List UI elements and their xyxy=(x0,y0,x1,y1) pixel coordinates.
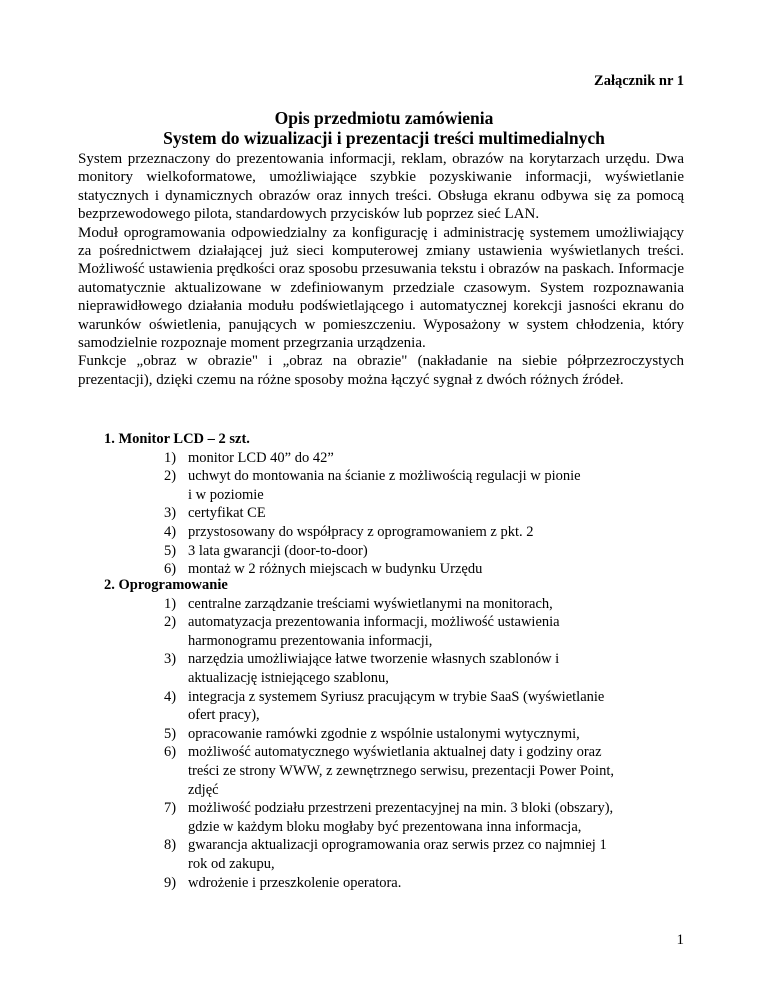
list-item-number: 6) xyxy=(164,744,177,761)
list-item-text: monitor LCD 40” do 42” xyxy=(188,449,334,466)
intro-paragraph-3: Funkcje „obraz w obrazie" i „obraz na obrazie" (nakładanie na siebie półprzezroczystych prezentacji), dzięki czemu na różne sposoby można łączyć sygnał z dwóch różnych źródeł. xyxy=(78,353,684,388)
list-item-text: możliwość automatycznego wyświetlania aktualnej daty i godziny oraz treści ze strony WWW, z zewnętrznego serwisu, prezentacji Power Point, zdjęć xyxy=(188,744,614,798)
list-item-number: 2) xyxy=(164,468,177,485)
list-item-text: możliwość podziału przestrzeni prezentacyjnej na min. 3 bloki (obszary), gdzie w każdym bloku mogłaby być prezentowana inna informacja, xyxy=(188,800,614,835)
list-item-text: centralne zarządzanie treściami wyświetlanymi na monitorach, xyxy=(188,595,553,612)
list-item xyxy=(104,523,624,542)
list-item xyxy=(104,650,624,687)
list-item-text: 3 lata gwarancji (door-to-door) xyxy=(188,542,368,559)
title-line-2: System do wizualizacji i prezentacji treści multimedialnych xyxy=(163,128,605,148)
intro-text xyxy=(78,150,684,389)
list-item-number: 5) xyxy=(164,725,177,742)
list-item-number: 6) xyxy=(164,561,177,578)
title-line-1: Opis przedmiotu zamówienia xyxy=(274,108,494,128)
list-item xyxy=(104,595,624,614)
list-item xyxy=(104,467,624,504)
list-item xyxy=(104,799,624,836)
list-item-text: integracja z systemem Syriusz pracującym w trybie SaaS (wyświetlanie ofert pracy), xyxy=(188,688,605,724)
list-item-number: 8) xyxy=(164,837,177,854)
list-item-text: narzędzia umożliwiające łatwe tworzenie własnych szablonów i aktualizację istniejącego szablonu, xyxy=(188,651,560,686)
list-item-number: 3) xyxy=(164,651,177,668)
list-item xyxy=(104,504,624,523)
list-item xyxy=(104,449,624,468)
list-item-text: przystosowany do współpracy z oprogramowaniem z pkt. 2 xyxy=(188,523,534,540)
document-title xyxy=(0,108,768,148)
section-monitor-title: 1. Monitor LCD – 2 szt. xyxy=(104,431,250,447)
list-item xyxy=(104,542,624,561)
list-item-number: 5) xyxy=(164,542,177,559)
intro-paragraph-1: System przeznaczony do prezentowania informacji, reklam, obrazów na korytarzach urzędu. Dwa monitory wielkoformatowe, umożliwiające szybkie pozyskiwanie informacji, wyświetlanie statycznych i dynamicznych obrazów oraz innych treści. Obsługa ekranu odbywa się za pomocą bezprzewodowego pilota, standardowych przycisków lub poprzez sieć LAN. xyxy=(78,151,684,223)
list-item xyxy=(104,688,624,725)
list-item-number: 3) xyxy=(164,505,177,522)
list-item-text: opracowanie ramówki zgodnie z wspólnie ustalonymi wytycznymi, xyxy=(188,725,580,742)
page-number: 1 xyxy=(676,932,684,948)
list-item-number: 2) xyxy=(164,614,177,631)
list-item-number: 4) xyxy=(164,688,177,705)
list-item-text: uchwyt do montowania na ścianie z możliwością regulacji w pionie xyxy=(188,468,581,485)
section-monitor xyxy=(104,430,624,579)
attachment-label: Załącznik nr 1 xyxy=(594,73,684,89)
intro-paragraph-2: Moduł oprogramowania odpowiedzialny za konfigurację i administrację systemem umożliwiający za pośrednictwem działającej już sieci komputerowej zmiany ustawienia wyświetlanych treści. Możliwość ustawienia prędkości oraz sposobu przesuwania tekstu i obrazów na paskach. Informacje automatycznie aktualizowane w zdefiniowanym przedziale czasowym. System rozpoznawania nieprawidłowego działania modułu podświetlającego i automatycznej korekcji jasności ekranu do warunków oświetlenia, panujących w pomieszczeniu. Wyposażony w system chłodzenia, który samodzielnie rozpoznaje moment przegrzania urządzenia. xyxy=(78,224,684,352)
list-item xyxy=(104,613,624,650)
list-item-number: 1) xyxy=(164,595,177,612)
list-item-number: 7) xyxy=(164,800,177,817)
list-item-text: wdrożenie i przeszkolenie operatora. xyxy=(188,874,402,891)
list-item-text: certyfikat CE xyxy=(188,505,266,522)
list-item-text: montaż w 2 różnych miejscach w budynku Urzędu xyxy=(188,561,483,578)
section-software xyxy=(104,576,624,892)
list-item xyxy=(104,874,624,893)
section-software-title: 2. Oprogramowanie xyxy=(104,577,228,593)
list-item-number: 4) xyxy=(164,523,177,540)
list-item-text: automatyzacja prezentowania informacji, możliwość ustawienia harmonogramu prezentowania informacji, xyxy=(188,614,560,649)
list-item-text-continued: i w poziomie xyxy=(188,486,264,503)
list-item xyxy=(104,836,624,873)
list-item xyxy=(104,725,624,744)
list-item-number: 9) xyxy=(164,874,177,891)
list-item xyxy=(104,743,624,799)
list-item-text: gwarancja aktualizacji oprogramowania oraz serwis przez co najmniej 1 rok od zakupu, xyxy=(188,837,607,872)
list-item-number: 1) xyxy=(164,449,177,466)
